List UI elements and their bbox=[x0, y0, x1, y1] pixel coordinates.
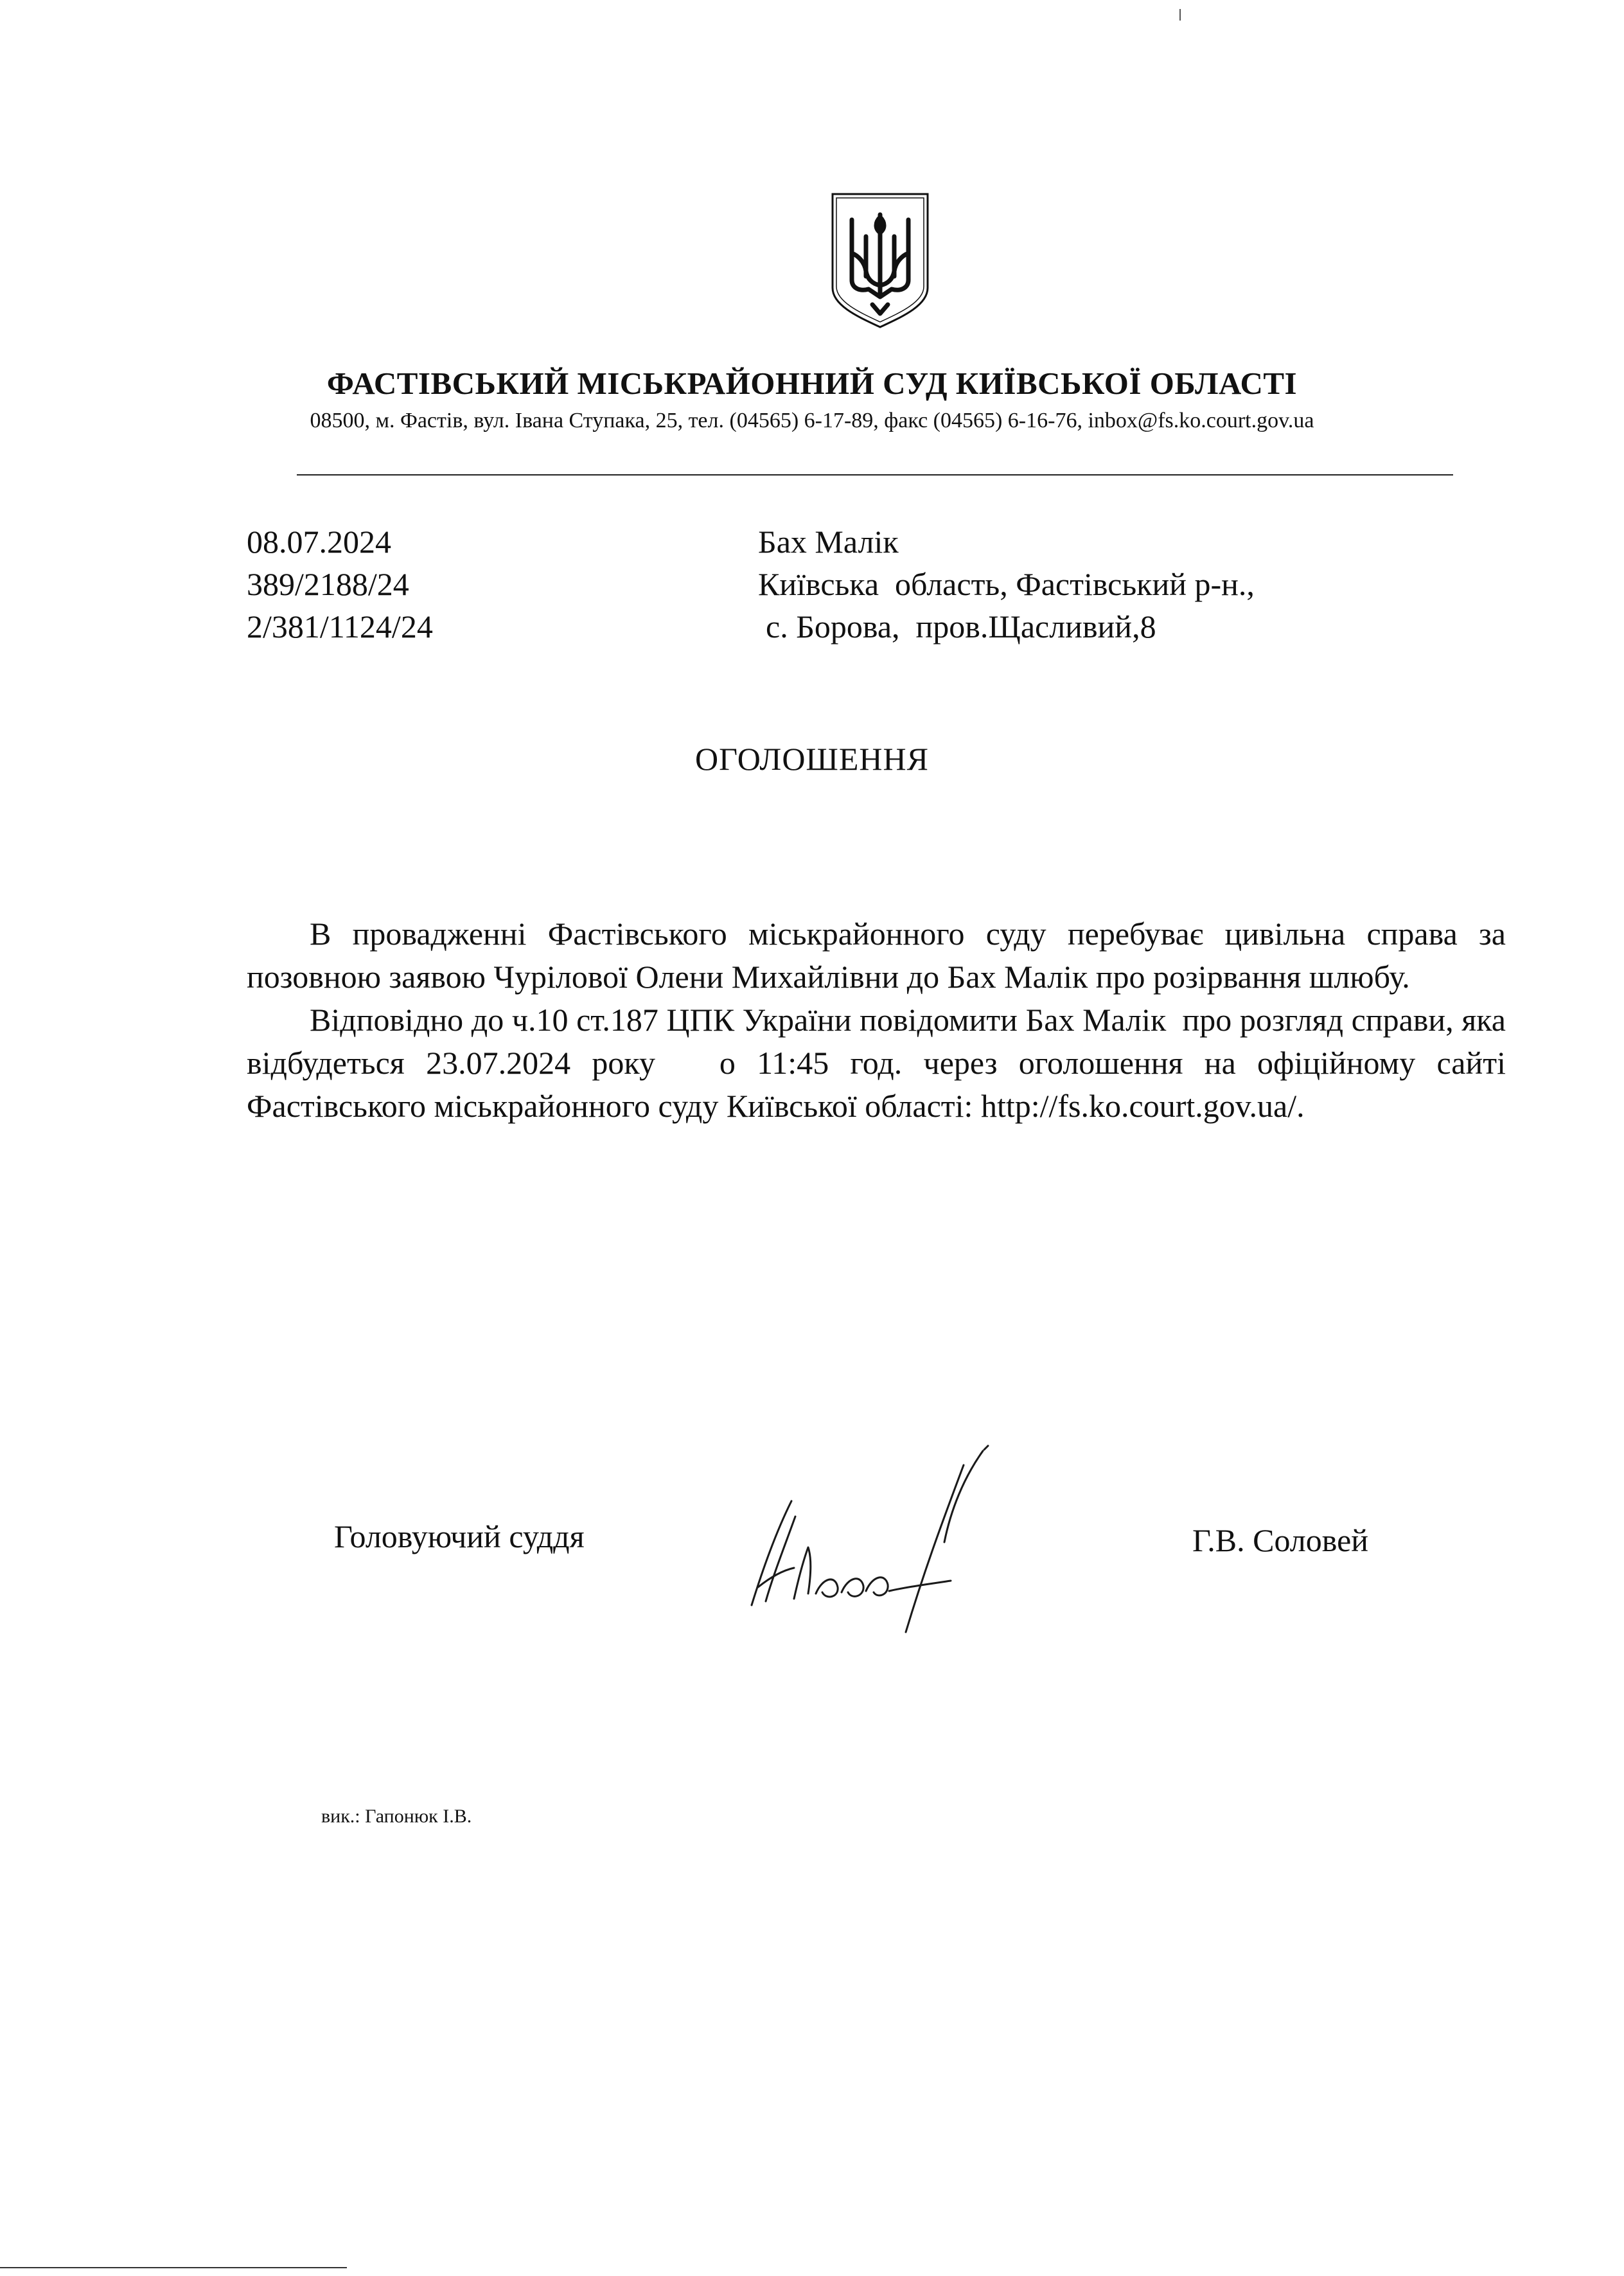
body-paragraph-2: Відповідно до ч.10 ст.187 ЦПК України повідомити Бах Малік про розгляд справи, яка відбудеться 23.07.2024 року о 11:45 год. через оголошення на офіційному сайті Фастівського міськрайонного суду Київської області: http://fs.ko.court.gov.ua/. bbox=[247, 1002, 1514, 1124]
signatory-name: Г.В. Соловей bbox=[1192, 1522, 1369, 1558]
trident-coat-of-arms-icon bbox=[830, 191, 930, 330]
proceeding-number: 2/381/1124/24 bbox=[247, 609, 433, 645]
document-title: ОГОЛОШЕННЯ bbox=[695, 741, 929, 777]
recipient-block bbox=[758, 520, 1255, 648]
executor-note: вик.: Гапонюк І.В. bbox=[321, 1806, 472, 1827]
recipient-region: Київська область, Фастівський р-н., bbox=[758, 566, 1255, 602]
document-date: 08.07.2024 bbox=[247, 524, 391, 560]
announcement-body bbox=[247, 912, 1514, 1128]
court-contacts: 08500, м. Фастів, вул. Івана Ступака, 25, тел. (04565) 6-17-89, факс (04565) 6-16-76, inbox@fs.ko.court.gov.ua bbox=[310, 409, 1314, 432]
document-references bbox=[247, 520, 433, 648]
scan-mark bbox=[1179, 9, 1181, 21]
recipient-name: Бах Малік bbox=[758, 524, 899, 560]
signatory-role: Головуючий суддя bbox=[334, 1518, 585, 1554]
footer-line bbox=[0, 2267, 347, 2268]
case-number: 389/2188/24 bbox=[247, 566, 409, 602]
handwritten-signature bbox=[732, 1439, 1034, 1645]
body-paragraph-1: В провадженні Фастівського міськрайонного суду перебуває цивільна справа за позовною заявою Чурілової Олени Михайлівни до Бах Малік про розірвання шлюбу. bbox=[247, 916, 1506, 995]
recipient-address: с. Борова, пров.Щасливий,8 bbox=[766, 609, 1156, 645]
header-divider bbox=[297, 474, 1453, 476]
court-name: ФАСТІВСЬКИЙ МІСЬКРАЙОННИЙ СУД КИЇВСЬКОЇ ОБЛАСТІ bbox=[326, 366, 1298, 401]
